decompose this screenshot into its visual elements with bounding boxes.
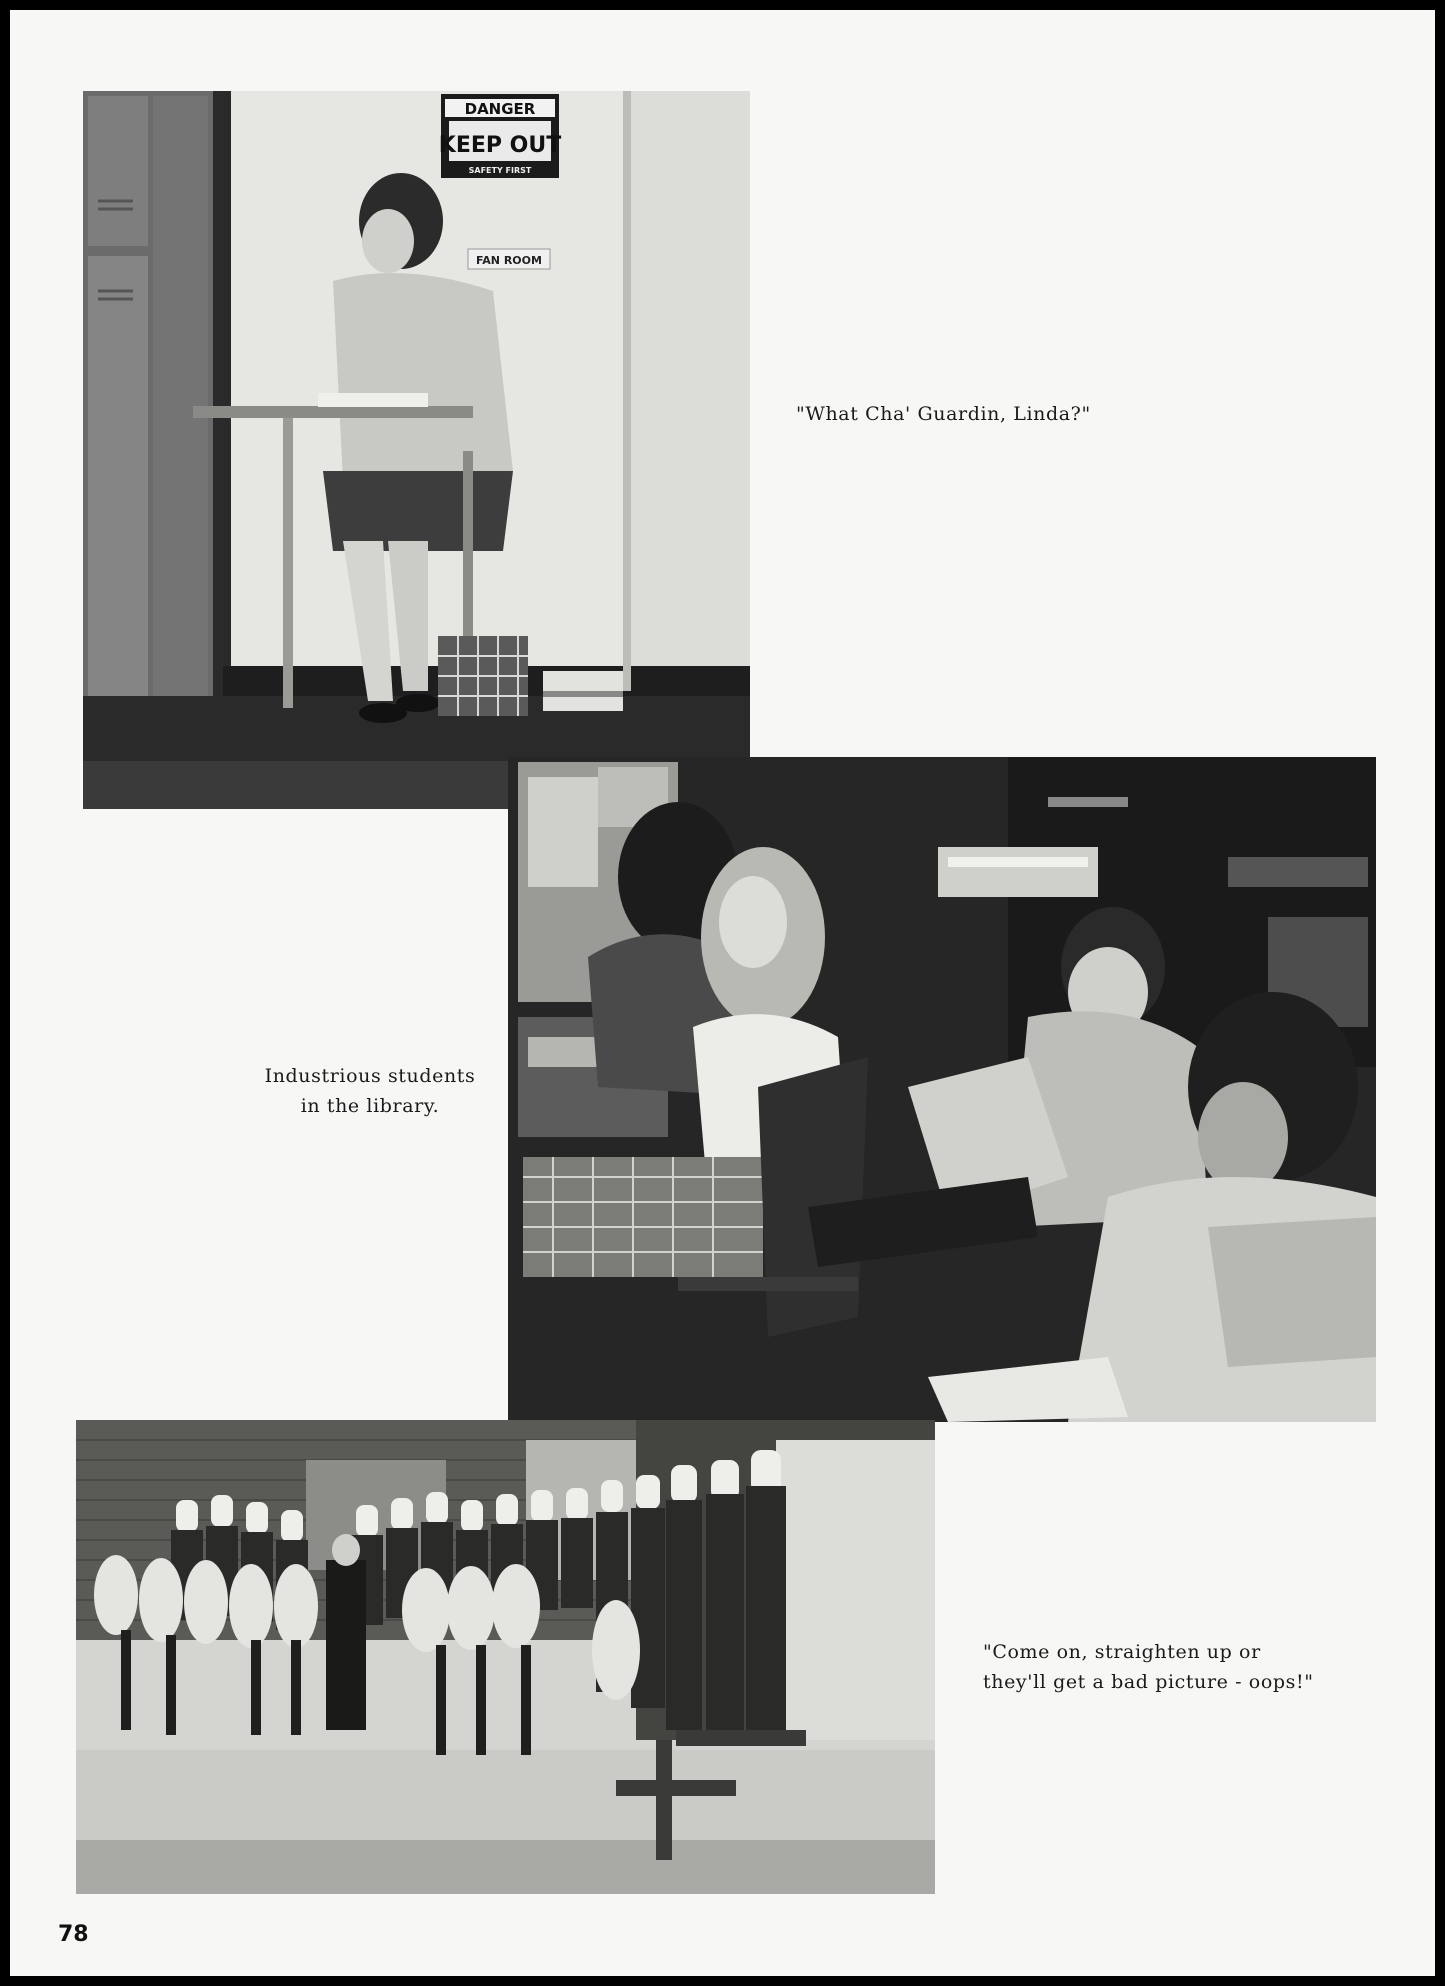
sign-danger-text: DANGER [464, 100, 536, 118]
sign-safety-first-text: SAFETY FIRST [468, 166, 532, 175]
yearbook-page [10, 10, 1435, 1976]
caption-library-line-2: in the library. [300, 1095, 440, 1117]
caption-band-line-1: "Come on, straighten up or [983, 1641, 1261, 1663]
caption-band-line-2: they'll get a bad picture - oops!" [983, 1671, 1314, 1693]
sign-keep-out-text: KEEP OUT [438, 133, 562, 158]
caption-band [983, 1637, 1314, 1697]
caption-linda [796, 399, 1091, 429]
photo-students-in-library [508, 757, 1376, 1422]
photo-marching-band [76, 1420, 935, 1894]
caption-library-line-1: Industrious students [264, 1065, 476, 1087]
caption-linda-text: "What Cha' Guardin, Linda?" [796, 403, 1091, 425]
fan-room-label: FAN ROOM [476, 254, 542, 267]
photo-student-guarding-fan-room [83, 91, 750, 809]
caption-library [255, 1061, 485, 1121]
page-number: 78 [58, 1922, 89, 1947]
